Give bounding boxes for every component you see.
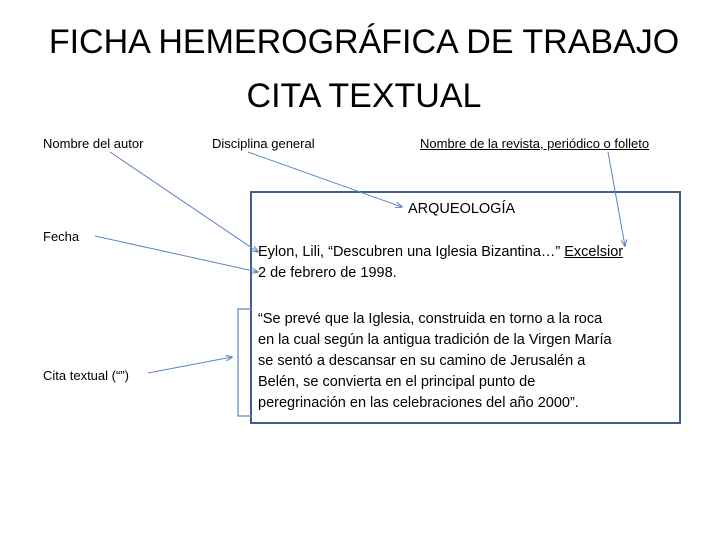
quote-line: peregrinación en las celebraciones del año 2000”. (258, 395, 579, 411)
quote-line: se sentó a descansar en su camino de Jerusalén a (258, 353, 586, 369)
date-arrow (95, 236, 258, 272)
author-arrow (110, 152, 258, 252)
discipline-label: Disciplina general (212, 136, 315, 151)
card-reference-text: Eylon, Lili, “Descubren una Iglesia Bizantina…” (258, 244, 561, 260)
title-line-2: CITA TEXTUAL (246, 77, 482, 115)
quote-line: en la cual según la antigua tradición de la Virgen María (258, 332, 612, 348)
quote-arrow (148, 357, 232, 373)
journal-arrow (608, 152, 625, 246)
discipline-arrow (248, 152, 402, 207)
journal-label: Nombre de la revista, periódico o folleto (420, 136, 650, 151)
quote-line: “Se prevé que la Iglesia, construida en torno a la roca (258, 311, 603, 327)
title-line-1: FICHA HEMEROGRÁFICA DE TRABAJO (48, 23, 680, 61)
quote-line: Belén, se convierta en el principal punto de (258, 374, 536, 390)
card-journal: Excelsior (564, 244, 624, 260)
quote-bracket (238, 309, 252, 416)
card-date: 2 de febrero de 1998. (258, 265, 397, 281)
date-label: Fecha (43, 229, 80, 244)
card-discipline: ARQUEOLOGÍA (408, 201, 516, 217)
author-label: Nombre del autor (43, 136, 144, 151)
quote-label: Cita textual (“”) (43, 368, 129, 383)
